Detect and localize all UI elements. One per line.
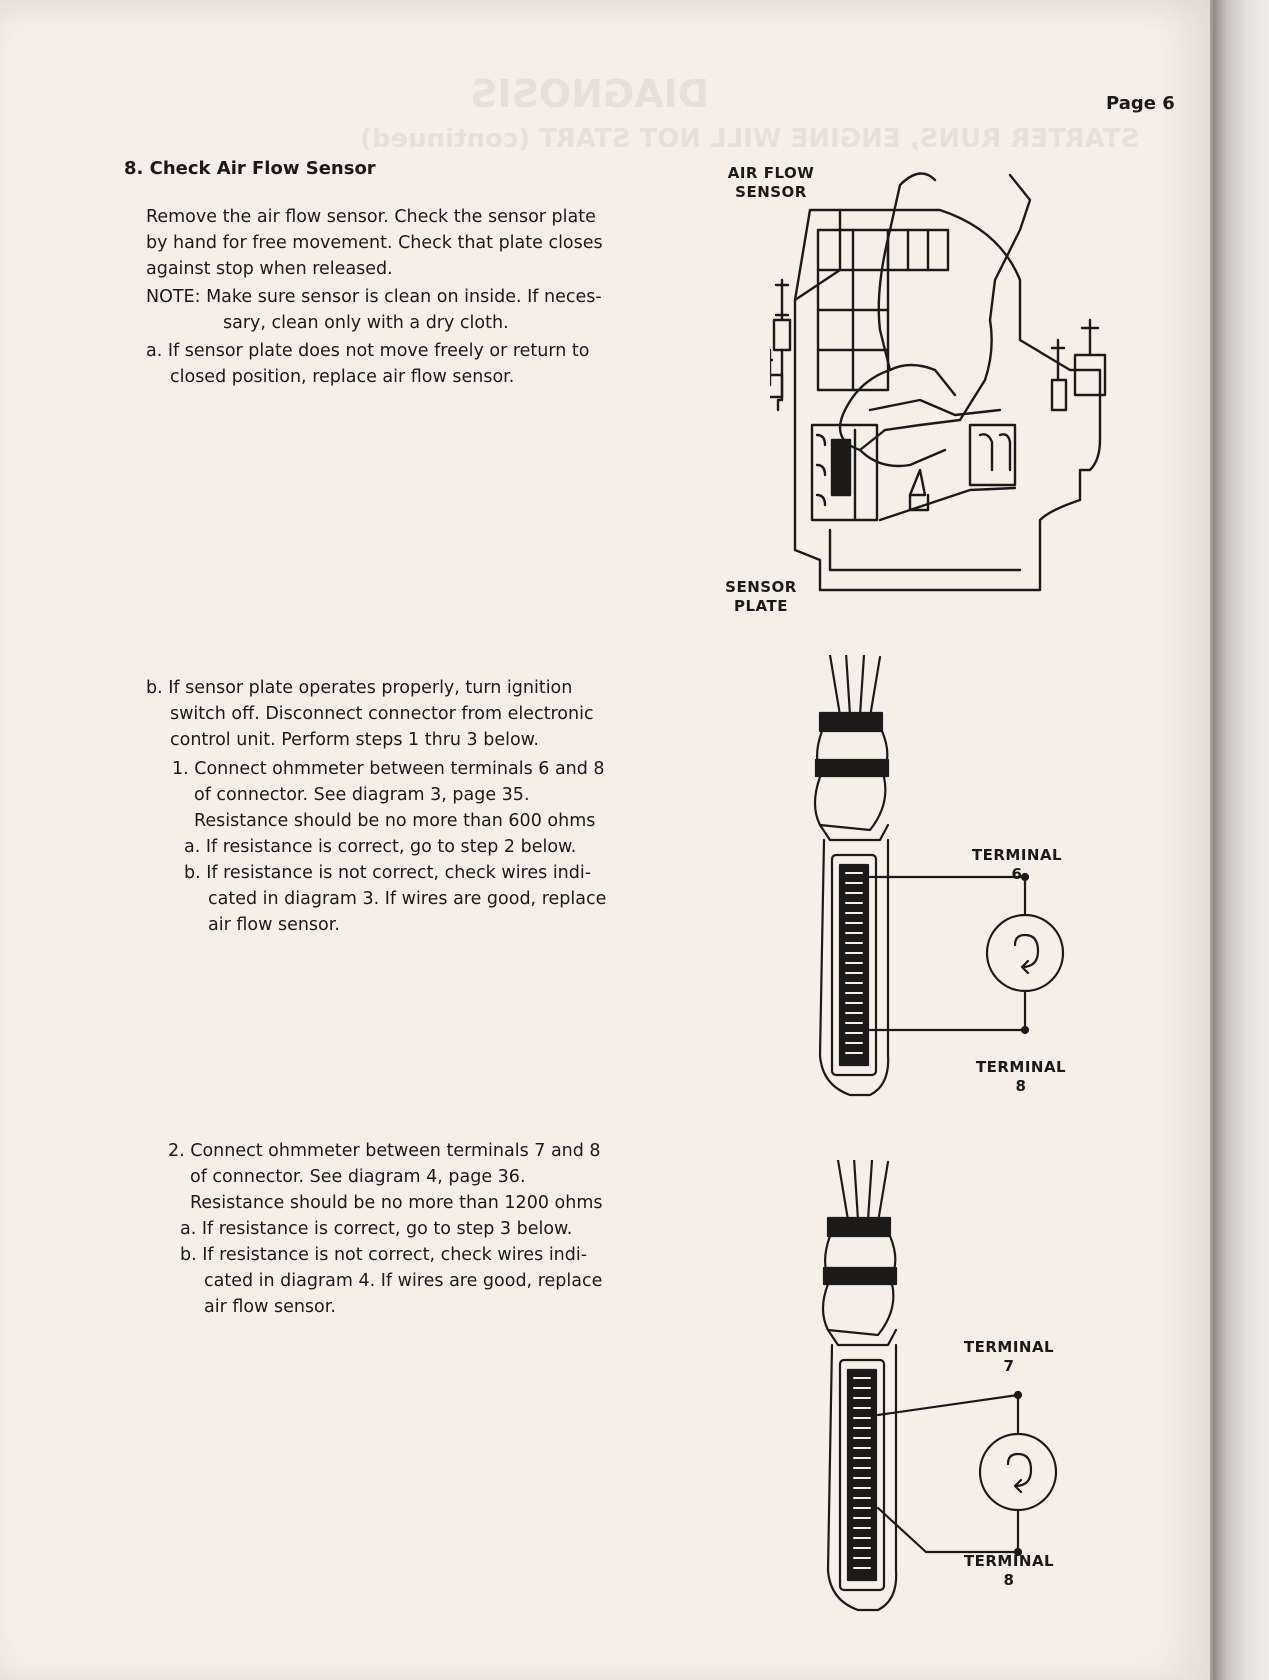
bleed-through-heading: DIAGNOSIS [470,72,710,116]
text-line: Remove the air flow sensor. Check the sensor plate [146,207,596,227]
text-line: b. If sensor plate operates properly, turn ignition [146,678,573,698]
text-line: Resistance should be no more than 1200 ohms [190,1193,603,1213]
text-line: cated in diagram 3. If wires are good, replace [208,889,607,909]
text-line: against stop when released. [146,259,393,279]
text-line: air flow sensor. [208,915,340,935]
connector-terminals-6-8-illustration [810,655,1080,1115]
terminal-8-label [966,1058,1076,1096]
page-number: Page 6 [1106,93,1175,114]
terminal-6-label [962,846,1072,884]
text-line: 1. Connect ohmmeter between terminals 6 and 8 [172,759,605,779]
section-title: 8. Check Air Flow Sensor [124,158,376,179]
text-line: by hand for free movement. Check that plate closes [146,233,603,253]
label-line: SENSOR [735,183,807,201]
terminal-7-label [954,1338,1064,1376]
item-a-paragraph [146,338,590,390]
label-line: TERMINAL [963,1552,1055,1570]
terminal-8-label [954,1552,1064,1590]
label-line: 7 [1003,1357,1015,1375]
text-line: a. If resistance is correct, go to step 3 below. [180,1219,573,1239]
text-line: air flow sensor. [204,1297,336,1317]
text-line: b. If resistance is not correct, check wires indi- [180,1245,588,1265]
label-line: 6 [1011,865,1023,883]
text-line: b. If resistance is not correct, check wires indi- [184,863,592,883]
text-line: NOTE: Make sure sensor is clean on inside. If neces- [146,287,602,307]
item-b-paragraph [146,675,594,753]
air-flow-sensor-illustration [770,170,1175,620]
text-line: closed position, replace air flow sensor. [170,367,515,387]
bleed-through-subheading: STARTER RUNS, ENGINE WILL NOT START (continued) [360,124,1140,154]
note-paragraph [146,284,602,336]
text-line: a. If sensor plate does not move freely or return to [146,341,590,361]
label-line: 8 [1015,1077,1027,1095]
label-line: TERMINAL [975,1058,1067,1076]
text-line: of connector. See diagram 3, page 35. [194,785,530,805]
label-line: AIR FLOW [727,164,815,182]
text-line: cated in diagram 4. If wires are good, replace [204,1271,603,1291]
step-2-paragraph [168,1138,603,1320]
page-edge-shadow [1213,0,1269,1680]
text-line: sary, clean only with a dry cloth. [223,313,509,333]
text-line: control unit. Perform steps 1 thru 3 below. [170,730,539,750]
text-line: of connector. See diagram 4, page 36. [190,1167,526,1187]
label-line: SENSOR [725,578,797,596]
text-line: 2. Connect ohmmeter between terminals 7 and 8 [168,1141,601,1161]
label-line: PLATE [734,597,788,615]
text-line: Resistance should be no more than 600 ohms [194,811,596,831]
label-line: TERMINAL [963,1338,1055,1356]
label-line: TERMINAL [971,846,1063,864]
text-line: a. If resistance is correct, go to step 2 below. [184,837,577,857]
label-line: 8 [1003,1571,1015,1589]
intro-paragraph [146,204,603,282]
step-1-paragraph [172,756,606,938]
text-line: switch off. Disconnect connector from electronic [170,704,594,724]
